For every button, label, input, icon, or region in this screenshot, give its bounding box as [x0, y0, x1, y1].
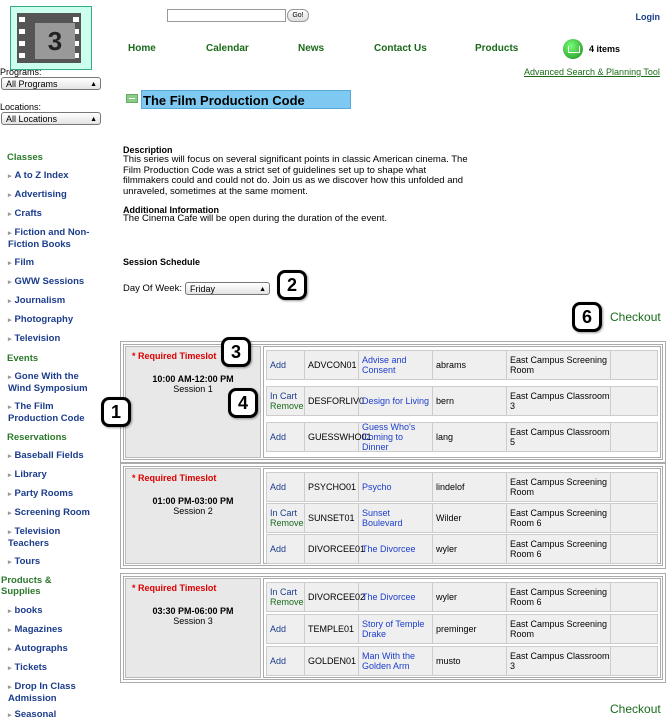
class-options — [263, 346, 661, 458]
add-button[interactable]: In Cart — [270, 391, 298, 401]
bullet-icon: ▸ — [8, 404, 12, 411]
session-block — [120, 463, 666, 569]
required-timeslot-label: * Required Timeslot — [132, 473, 217, 483]
day-of-week-label: Day Of Week: — [123, 283, 182, 294]
sidebar-item[interactable]: ▸ GWW Sessions — [8, 276, 85, 287]
advanced-search-link[interactable]: Advanced Search & Planning Tool — [524, 67, 660, 77]
remove-button[interactable]: Remove — [270, 401, 304, 411]
table-row — [266, 350, 658, 380]
row-actions — [267, 583, 305, 611]
add-button[interactable]: Add — [270, 432, 287, 442]
bullet-icon: ▸ — [8, 491, 12, 498]
sidebar-item[interactable]: ▸ Fiction and Non-Fiction Books — [8, 227, 90, 250]
instructor: abrams — [433, 351, 507, 379]
bullet-icon: ▸ — [8, 317, 12, 324]
sidebar-item[interactable]: ▸ The Film Production Code — [8, 401, 85, 424]
select-arrows-icon: ▲ — [90, 81, 97, 88]
locations-label: Locations: — [0, 102, 42, 112]
session-label: Session 3 — [173, 616, 213, 626]
bullet-icon: ▸ — [8, 529, 12, 536]
instructor: preminger — [433, 615, 507, 643]
sidebar-heading-events: Events — [7, 353, 39, 364]
bullet-icon: ▸ — [8, 684, 12, 691]
location: East Campus Screening Room — [507, 351, 611, 379]
instructor: lang — [433, 423, 507, 451]
additional-info-heading: Additional Information — [123, 205, 219, 215]
location: East Campus Screening Room — [507, 473, 611, 501]
sidebar-item[interactable]: ▸ Television — [8, 333, 61, 344]
search-input[interactable] — [167, 9, 286, 22]
bullet-icon: ▸ — [8, 336, 12, 343]
location: East Campus Screening Room 6 — [507, 535, 611, 563]
class-options — [263, 578, 661, 678]
nav-contact-us[interactable]: Contact Us — [374, 43, 427, 54]
sidebar-item[interactable]: ▸ Baseball Fields — [8, 450, 84, 461]
day-of-week-select[interactable] — [185, 282, 270, 295]
sidebar-item[interactable]: ▸ Photography — [8, 314, 74, 325]
class-title-link[interactable]: The Divorcee — [359, 583, 433, 611]
sidebar-item[interactable]: ▸ Seasonal — [8, 709, 57, 720]
table-row — [266, 472, 658, 502]
table-row — [266, 646, 658, 676]
film-strip-icon — [17, 13, 81, 63]
bullet-icon: ▸ — [8, 279, 12, 286]
select-arrows-icon: ▲ — [90, 116, 97, 123]
sidebar-heading-products: Products & Supplies — [1, 575, 52, 597]
class-title-link[interactable]: Story of Temple Drake — [359, 615, 433, 643]
timeslot-time: 10:00 AM-12:00 PM — [152, 374, 234, 384]
add-button[interactable]: Add — [270, 360, 287, 370]
location: East Campus Classroom 3 — [507, 387, 611, 415]
row-actions — [267, 535, 305, 563]
description-heading: Description — [123, 145, 173, 155]
add-button[interactable]: Add — [270, 656, 287, 666]
add-button[interactable]: Add — [270, 544, 287, 554]
bullet-icon: ▸ — [8, 665, 12, 672]
sidebar-item[interactable]: ▸ Crafts — [8, 208, 42, 219]
day-of-week-value: Friday — [190, 284, 216, 294]
add-button[interactable]: Add — [270, 482, 287, 492]
sidebar-item[interactable]: ▸ Advertising — [8, 189, 67, 200]
timeslot-time: 01:00 PM-03:00 PM — [152, 496, 234, 506]
class-code: PSYCHO01 — [305, 473, 359, 501]
bullet-icon: ▸ — [8, 230, 12, 237]
sidebar-item[interactable]: ▸ Party Rooms — [8, 488, 74, 499]
sidebar-item[interactable]: ▸ Tickets — [8, 662, 48, 673]
session-block — [120, 341, 666, 463]
row-actions — [267, 387, 305, 415]
sidebar-item[interactable]: ▸ books — [8, 605, 43, 616]
sidebar-item[interactable]: ▸ Drop In Class Admission — [8, 681, 76, 704]
bullet-icon: ▸ — [8, 646, 12, 653]
class-options — [263, 468, 661, 564]
location: East Campus Screening Room — [507, 615, 611, 643]
bullet-icon: ▸ — [8, 712, 12, 719]
nav-home[interactable]: Home — [128, 43, 156, 54]
row-actions — [267, 423, 305, 451]
bullet-icon: ▸ — [8, 608, 12, 615]
callout-2: 2 — [277, 270, 307, 300]
login-link[interactable]: Login — [635, 12, 660, 22]
programs-select[interactable] — [1, 77, 101, 90]
bullet-icon: ▸ — [8, 472, 12, 479]
checkout-link-top[interactable]: Checkout — [610, 310, 661, 324]
remove-button[interactable]: Remove — [270, 597, 304, 607]
session-schedule-heading: Session Schedule — [123, 257, 201, 267]
row-actions — [267, 473, 305, 501]
sidebar-item[interactable]: ▸ Tours — [8, 556, 41, 567]
sidebar-item[interactable]: ▸ Television Teachers — [8, 526, 61, 549]
add-button[interactable]: In Cart — [270, 508, 298, 518]
required-timeslot-label: * Required Timeslot — [132, 583, 217, 593]
location: East Campus Screening Room 6 — [507, 583, 611, 611]
class-code: GOLDEN01 — [305, 647, 359, 675]
sidebar-item[interactable]: ▸ Journalism — [8, 295, 66, 306]
additional-info-text: The Cinema Cafe will be open during the duration of the event. — [123, 213, 388, 224]
table-row — [266, 614, 658, 644]
add-button[interactable]: Add — [270, 624, 287, 634]
bullet-icon: ▸ — [8, 298, 12, 305]
instructor: Wilder — [433, 504, 507, 532]
class-code: DIVORCEE01 — [305, 535, 359, 563]
sidebar-heading-reservations: Reservations — [7, 432, 67, 443]
instructor: lindelof — [433, 473, 507, 501]
bullet-icon: ▸ — [8, 453, 12, 460]
table-row — [266, 422, 658, 452]
row-actions — [267, 504, 305, 532]
class-title-link[interactable]: Guess Who's Coming to Dinner — [359, 423, 433, 451]
site-logo[interactable] — [10, 6, 92, 70]
sidebar-item[interactable]: ▸ A to Z Index — [8, 170, 69, 181]
programs-label: Programs: — [0, 67, 42, 77]
table-row — [266, 534, 658, 564]
session-label: Session 2 — [173, 506, 213, 516]
remove-button[interactable]: Remove — [270, 518, 304, 528]
sidebar-item[interactable]: ▸ Film — [8, 257, 35, 268]
bullet-icon: ▸ — [8, 627, 12, 634]
table-row — [266, 386, 658, 416]
class-code: DESFORLIV0 — [305, 387, 359, 415]
sidebar-item[interactable]: ▸ Library — [8, 469, 47, 480]
class-code: SUNSET01 — [305, 504, 359, 532]
table-row — [266, 503, 658, 533]
instructor: wyler — [433, 583, 507, 611]
location: East Campus Classroom 5 — [507, 423, 611, 451]
class-title-link[interactable]: Design for Living — [359, 387, 433, 415]
sidebar-heading-classes: Classes — [7, 152, 43, 163]
callout-6: 6 — [572, 302, 602, 332]
bullet-icon: ▸ — [8, 211, 12, 218]
class-title-link[interactable]: The Divorcee — [359, 535, 433, 563]
sidebar-item[interactable]: ▸ Screening Room — [8, 507, 91, 518]
location: East Campus Screening Room 6 — [507, 504, 611, 532]
instructor: musto — [433, 647, 507, 675]
class-code: DIVORCEE02 — [305, 583, 359, 611]
class-code: TEMPLE01 — [305, 615, 359, 643]
cart-count[interactable]: 4 items — [589, 44, 621, 54]
location: East Campus Classroom 3 — [507, 647, 611, 675]
add-button[interactable]: In Cart — [270, 587, 298, 597]
bullet-icon: ▸ — [8, 192, 12, 199]
go-button[interactable]: Go! — [287, 9, 309, 22]
locations-select-value: All Locations — [6, 114, 58, 124]
checkout-link-bottom[interactable]: Checkout — [610, 702, 661, 716]
class-title-link[interactable]: Man With the Golden Arm — [359, 647, 433, 675]
timeslot-cell — [125, 578, 261, 678]
select-arrows-icon: ▲ — [259, 286, 266, 293]
description-text: This series will focus on several significant points in classic American cinema. The Film Production Code was a strict set of guidelines set up to shape what filmmakers could and could not do. Join us as we discover how this unfolded and unraveled, sometimes at the same moment. — [123, 154, 468, 197]
logo-frame-number: 3 — [35, 23, 75, 59]
row-actions — [267, 647, 305, 675]
class-title-link[interactable]: Psycho — [359, 473, 433, 501]
page-title: The Film Production Code — [141, 90, 351, 109]
required-timeslot-label: * Required Timeslot — [132, 351, 217, 361]
timeslot-time: 03:30 PM-06:00 PM — [152, 606, 234, 616]
nav-news[interactable]: News — [298, 43, 325, 54]
table-row — [266, 582, 658, 612]
callout-4: 4 — [228, 388, 258, 418]
row-actions — [267, 615, 305, 643]
class-title-link[interactable]: Advise and Consent — [359, 351, 433, 379]
bullet-icon: ▸ — [8, 559, 12, 566]
callout-3: 3 — [221, 337, 251, 367]
callout-1: 1 — [101, 397, 131, 427]
instructor: wyler — [433, 535, 507, 563]
nav-calendar[interactable]: Calendar — [206, 43, 249, 54]
cart-icon[interactable] — [563, 39, 583, 59]
class-code: GUESSWHO01 — [305, 423, 359, 451]
timeslot-cell — [125, 468, 261, 564]
locations-select[interactable] — [1, 112, 101, 125]
session-label: Session 1 — [173, 384, 213, 394]
sidebar-item[interactable]: ▸ Magazines — [8, 624, 63, 635]
programs-select-value: All Programs — [6, 79, 58, 89]
bullet-icon: ▸ — [8, 510, 12, 517]
collapse-icon[interactable] — [126, 94, 138, 103]
class-title-link[interactable]: Sunset Boulevard — [359, 504, 433, 532]
session-block — [120, 573, 666, 683]
class-code: ADVCON01 — [305, 351, 359, 379]
bullet-icon: ▸ — [8, 374, 12, 381]
bullet-icon: ▸ — [8, 173, 12, 180]
sidebar-item[interactable]: ▸ Gone With the Wind Symposium — [8, 371, 88, 394]
nav-products[interactable]: Products — [475, 43, 519, 54]
bullet-icon: ▸ — [8, 260, 12, 267]
instructor: bern — [433, 387, 507, 415]
sidebar-item[interactable]: ▸ Autographs — [8, 643, 68, 654]
row-actions — [267, 351, 305, 379]
